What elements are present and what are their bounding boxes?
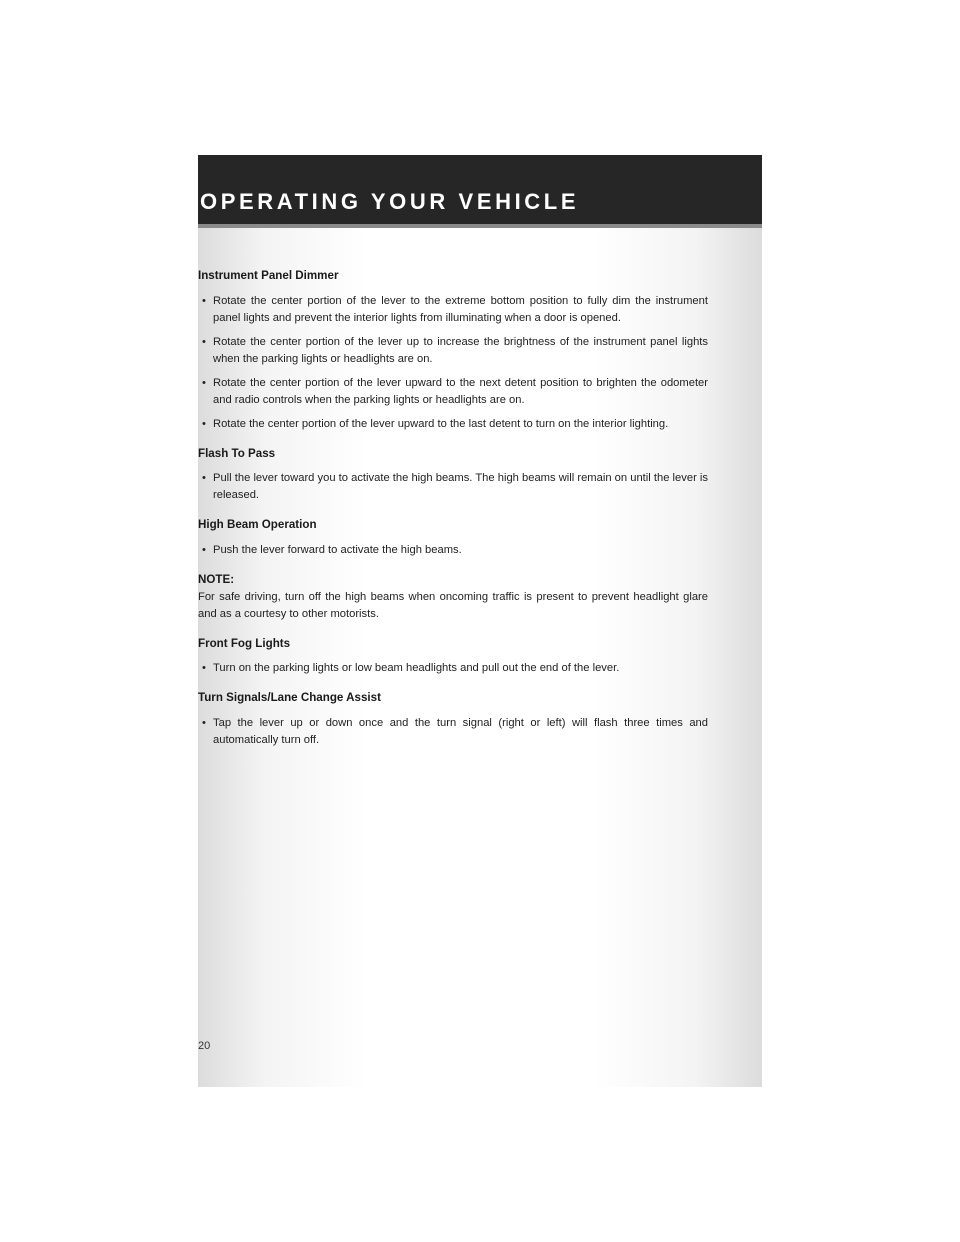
note-text: For safe driving, turn off the high beams when oncoming traffic is present to prevent headlight glare and as a courtesy to other motorists.	[198, 590, 708, 620]
bullet-icon: •	[202, 294, 206, 307]
bullet-icon: •	[202, 417, 206, 430]
note-label: NOTE:	[198, 572, 235, 586]
list-item-text: Push the lever forward to activate the high beams.	[213, 543, 462, 556]
section-instrument-panel-dimmer	[198, 267, 708, 433]
section-heading: High Beam Operation	[198, 518, 317, 532]
list-item	[198, 375, 708, 409]
section-flash-to-pass	[198, 445, 708, 505]
bullet-icon: •	[202, 543, 206, 556]
note-block	[198, 571, 708, 623]
list-item-text: Rotate the center portion of the lever upward to the last detent to turn on the interior lighting.	[213, 417, 669, 430]
section-heading: Instrument Panel Dimmer	[198, 269, 339, 282]
manual-page	[198, 155, 762, 1087]
section-heading: Front Fog Lights	[198, 636, 291, 650]
list-item	[198, 470, 708, 504]
list-item	[198, 715, 708, 749]
list-item	[198, 660, 708, 677]
bullet-icon: •	[202, 472, 206, 485]
section-front-fog-lights	[198, 635, 708, 678]
section-turn-signals	[198, 689, 708, 749]
list-item	[198, 542, 708, 559]
list-item-text: Turn on the parking lights or low beam headlights and pull out the end of the lever.	[213, 662, 620, 675]
list-item	[198, 334, 708, 368]
section-heading: Turn Signals/Lane Change Assist	[198, 691, 381, 705]
list-item	[198, 416, 708, 433]
section-heading: Flash To Pass	[198, 446, 276, 460]
section-high-beam-operation	[198, 516, 708, 559]
bullet-icon: •	[202, 335, 206, 348]
list-item	[198, 293, 708, 327]
page-content	[198, 267, 708, 761]
list-item-text: Rotate the center portion of the lever upward to the next detent position to brighten the odometer and radio controls when the parking lights or headlights are on.	[213, 376, 708, 406]
list-item-text: Tap the lever up or down once and the turn signal (right or left) will flash three times and automatically turn off.	[213, 716, 708, 746]
page-number: 20	[198, 1040, 211, 1052]
list-item-text: Rotate the center portion of the lever up to increase the brightness of the instrument panel lights when the parking lights or headlights are on.	[213, 335, 708, 365]
page-title: OPERATING YOUR VEHICLE	[200, 189, 580, 214]
list-item-text: Pull the lever toward you to activate the high beams. The high beams will remain on until the lever is released.	[213, 472, 708, 502]
bullet-icon: •	[202, 716, 206, 729]
header-bar	[198, 155, 762, 228]
bullet-icon: •	[202, 662, 206, 675]
bullet-icon: •	[202, 376, 206, 389]
list-item-text: Rotate the center portion of the lever to the extreme bottom position to fully dim the instrument panel lights and prevent the interior lights from illuminating when a door is opened.	[213, 294, 708, 324]
